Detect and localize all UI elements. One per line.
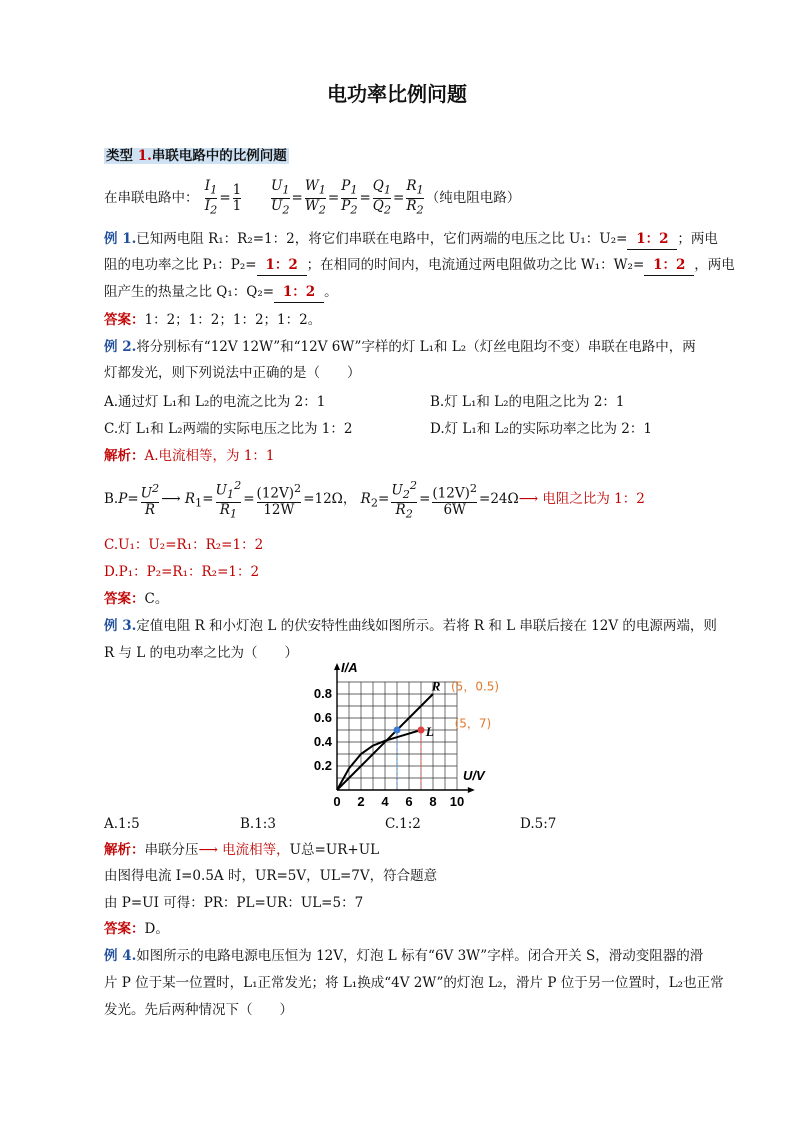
- ex2-options-ab: [104, 392, 724, 412]
- ex3-analysis-post: U总=UR+UL: [289, 842, 380, 858]
- series-label-r: R: [431, 678, 441, 694]
- ex4-label: 例 4.: [104, 948, 137, 964]
- x-tick-label: 10: [449, 794, 465, 809]
- x-tick-label: 6: [405, 794, 413, 809]
- annotation-r: (5，0.5): [451, 679, 500, 694]
- ex2-answer-label: 答案：: [104, 591, 145, 607]
- ex4-text-1: 如图所示的电路电源电压恒为 12V，灯泡 L 标有“6V 3W”字样。闭合开关 S，滑动变阻器的滑: [136, 948, 704, 964]
- x-axis-arrow: [468, 787, 475, 793]
- y-tick-label: 0.8: [313, 686, 332, 701]
- y-tick-label: 0.4: [313, 734, 332, 749]
- ex1-answer: [104, 310, 724, 330]
- ex4-line3: 发光。先后两种情况下（ ）: [104, 1002, 293, 1018]
- ex2-analysis-c: C.U₁：U₂=R₁：R₂=1：2: [104, 537, 264, 553]
- ex1-blank-3: 1：2: [644, 255, 694, 276]
- ex2-analysis-b: B.P= $\frac{U^2}{R}$ ⟶ $R_1=$ $\frac{U_1^2}{R_1}$ = $\frac{(12V)^2}{12W}$ =12Ω， $R_2=$ $\frac{U_2^2}{R_2}$ = $\frac{(12V)^2}{6W}$ =24Ω⟶ 电阻之比为 1：2: [104, 478, 645, 521]
- ex1-label: 例 1.: [104, 231, 137, 247]
- y-axis-label: I/A: [341, 660, 358, 675]
- x-axis-label: U/V: [463, 768, 485, 783]
- ex1-text-f: 阻产生的热量之比 Q₁：Q₂=: [104, 284, 275, 300]
- section-label-num: 1.: [137, 148, 152, 164]
- ex3-analysis-label: 解析：: [104, 842, 145, 858]
- ex1-line1: [104, 229, 724, 250]
- ex3-answer-text: D。: [144, 921, 169, 937]
- ex1-answer-text: 1：2；1：2；1：2；1：2。: [144, 312, 322, 328]
- ex1-text-a: 已知两电阻 R₁：R₂=1：2，将它们串联在电路中，它们两端的电压之比 U₁：U₂=: [136, 231, 628, 247]
- ex3-option-b: B.1:3: [240, 816, 276, 832]
- section-1-header: [104, 146, 724, 166]
- ex3-answer-label: 答案：: [104, 921, 145, 937]
- section-label-text: 串联电路中的比例问题: [151, 148, 287, 164]
- ex3-analysis-2: 由图得电流 I=0.5A 时，UR=5V，UL=7V，符合题意: [104, 868, 438, 884]
- ex2-analysis-a-text: A.电流相等，为 1：1: [144, 448, 275, 464]
- ex3-text-1: 定值电阻 R 和小灯泡 L 的伏安特性曲线如图所示。若将 R 和 L 串联后接在 12V 的电源两端，则: [136, 618, 717, 634]
- ex3-options: [104, 814, 724, 834]
- y-tick-label: 0.6: [313, 710, 332, 725]
- ex2-analysis-label: 解析：: [104, 448, 145, 464]
- ex3-option-c: C.1:2: [385, 816, 421, 832]
- ex2-r2-value: =24Ω: [479, 491, 519, 507]
- x-tick-label: 8: [429, 794, 437, 809]
- ex2-analysis-a: [104, 446, 724, 466]
- ex2-r1-value: =12Ω，: [303, 491, 357, 507]
- ex4-line1: [104, 946, 724, 966]
- ex2-option-a: A.通过灯 L₁和 L₂的电流之比为 2：1: [104, 394, 326, 410]
- y-axis-arrow: [334, 663, 340, 670]
- ex2-options-cd: [104, 419, 724, 439]
- series-R-line: [337, 694, 433, 790]
- ex3-analysis-1: [104, 840, 724, 860]
- ex2-answer-text: C。: [144, 591, 169, 607]
- x-tick-label: 0: [333, 794, 341, 809]
- ex1-text-b: ；两电: [677, 231, 718, 247]
- page-title: 电功率比例问题: [327, 82, 467, 106]
- ex3-line2: R 与 L 的电功率之比为（ ）: [104, 645, 299, 661]
- ex3-option-a: A.1:5: [104, 816, 140, 832]
- section-label-prefix: 类型: [106, 148, 133, 164]
- ex2-option-c: C.灯 L₁和 L₂两端的实际电压之比为 1：2: [104, 421, 353, 437]
- ex1-line3: [104, 282, 724, 303]
- ex2-resistance-ratio: ⟶ 电阻之比为 1：2: [518, 491, 645, 507]
- ex1-text-d: ；在相同的时间内，电流通过两电阻做功之比 W₁：W₂=: [306, 257, 645, 273]
- ex2-line2: 灯都发光，则下列说法中正确的是（ ）: [104, 365, 361, 381]
- ex3-answer: [104, 919, 724, 939]
- ex1-text-e: ，两电: [694, 257, 735, 273]
- ex1-text-c: 阻的电功率之比 P₁：P₂=: [104, 257, 257, 273]
- series-L-line: [337, 730, 421, 790]
- ex2-line1: [104, 337, 724, 357]
- ex4-line2: 片 P 位于某一位置时，L₁正常发光；将 L₁换成“4V 2W”的灯泡 L₂，滑片 P 位于另一位置时，L₂也正常: [104, 975, 724, 991]
- intro-note: （纯电阻电路）: [425, 190, 521, 206]
- ex2-analysis-d: D.P₁：P₂=R₁：R₂=1：2: [104, 564, 260, 580]
- x-tick-label: 4: [381, 794, 389, 809]
- ex3-label: 例 3.: [104, 618, 137, 634]
- ex2-analysis-b-prefix: B.: [104, 491, 119, 507]
- intro-text: 在串联电路中：: [104, 190, 199, 206]
- ex1-text-g: 。: [324, 284, 338, 300]
- ex1-blank-4: 1：2: [274, 282, 324, 303]
- annotation-l: (5，7): [454, 716, 492, 731]
- ex2-option-d: D.灯 L₁和 L₂的实际功率之比为 2：1: [430, 421, 652, 437]
- ex3-line1: [104, 616, 724, 636]
- ex1-blank-2: 1：2: [257, 255, 307, 276]
- ex3-analysis-3: 由 P=UI 可得：PR：PL=UR：UL=5：7: [104, 895, 364, 911]
- ex1-answer-label: 答案：: [104, 312, 145, 328]
- ex2-text-1: 将分别标有“12V 12W”和“12V 6W”字样的灯 L₁和 L₂（灯丝电阻均不变）串联在电路中，两: [136, 339, 696, 355]
- y-tick-label: 0.2: [313, 758, 332, 773]
- point-r: [394, 727, 401, 734]
- point-l: [418, 727, 425, 734]
- ex2-option-b: B.灯 L₁和 L₂的电阻之比为 2：1: [430, 394, 625, 410]
- ex3-analysis-red: ⟶ 电流相等，: [198, 842, 290, 858]
- ex3-option-d: D.5:7: [520, 816, 557, 832]
- x-tick-label: 2: [357, 794, 365, 809]
- series-ratio-formula: 在串联电路中： $\frac{I_1}{I_2}$ = $\frac{1}{1}$ $\frac{U_1}{U_2}$ = $\frac{W_1}{W_2}$ = $\frac{P_1}{P_2}$ = $\frac{Q_1}{Q_2}$ = $\frac{R_1}{R_2}$ （纯电阻电路）: [104, 178, 521, 217]
- series-label-l: L: [425, 724, 434, 739]
- ex3-analysis-pre: 串联分压: [144, 842, 199, 858]
- ex2-answer: [104, 589, 724, 609]
- ex1-line2: [104, 255, 735, 276]
- ex2-label: 例 2.: [104, 339, 137, 355]
- ex1-blank-1: 1：2: [627, 229, 677, 250]
